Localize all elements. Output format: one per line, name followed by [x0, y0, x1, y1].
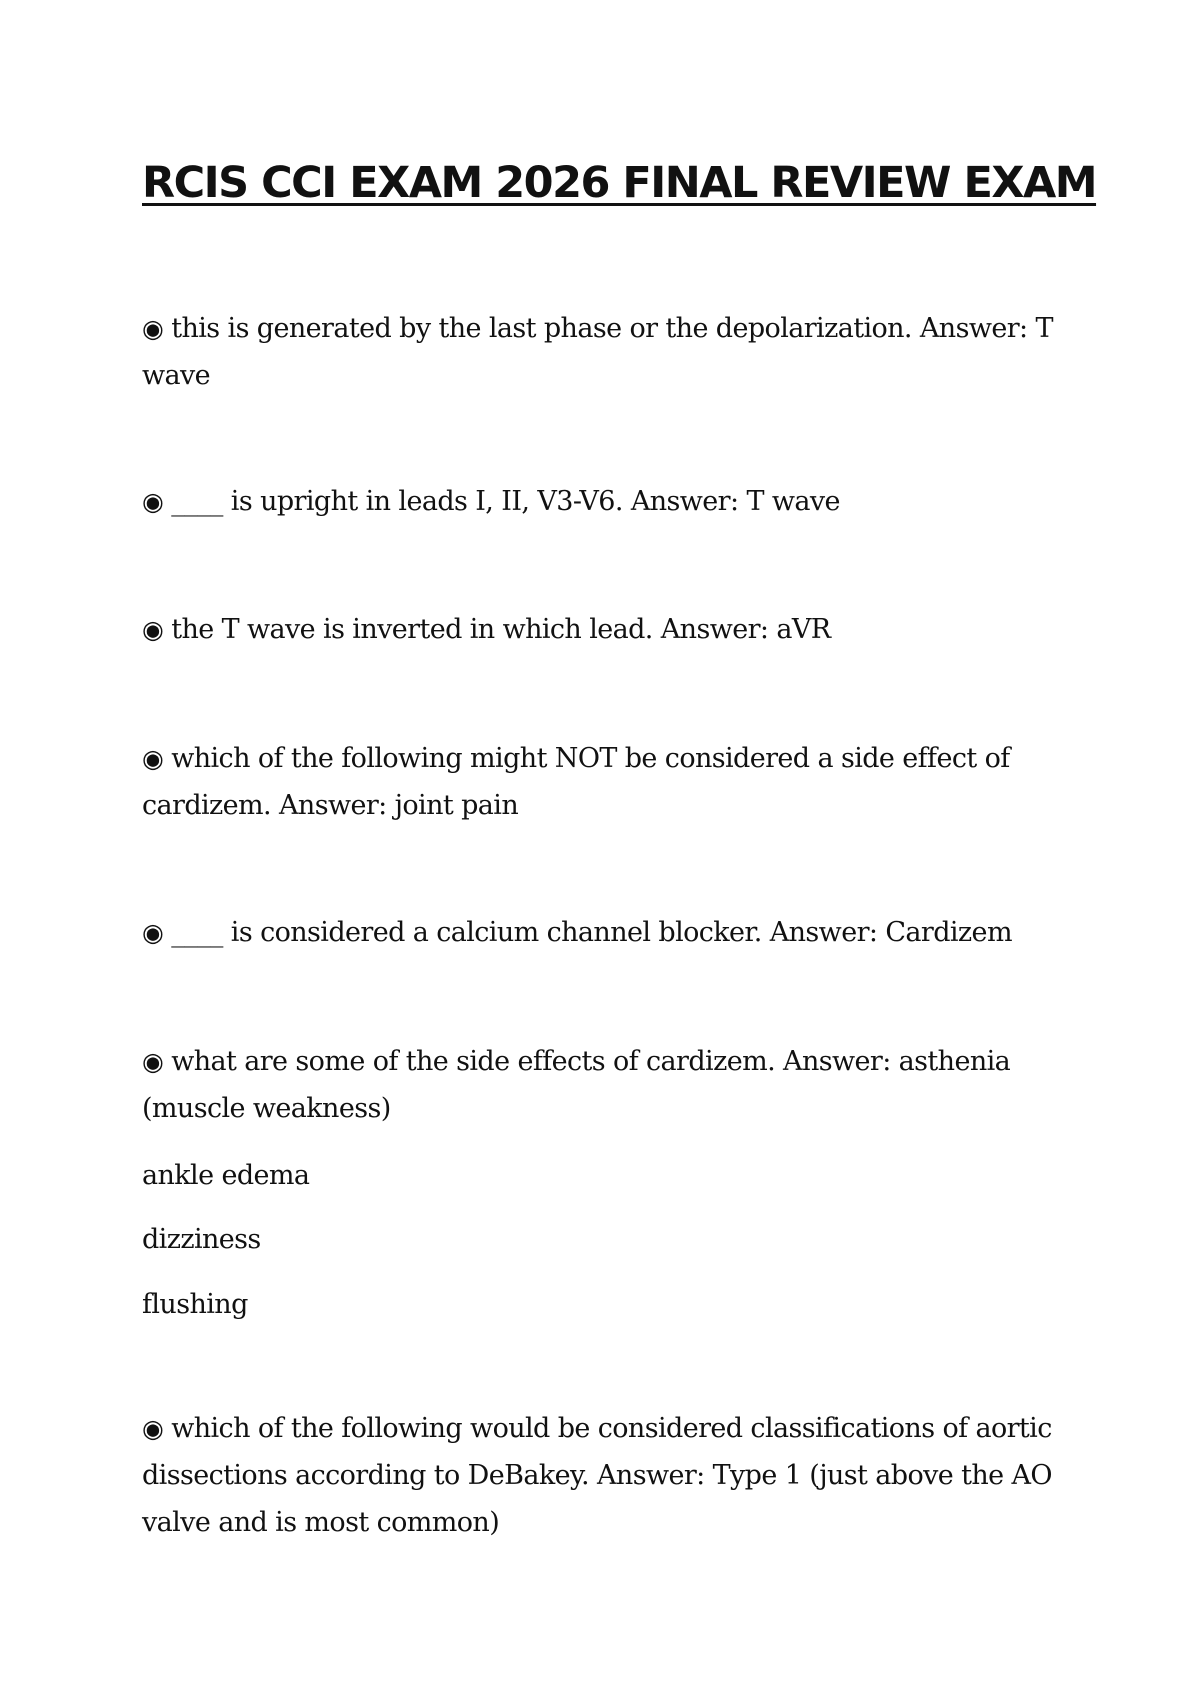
qa-item-2 [142, 478, 1062, 525]
document-title: RCIS CCI EXAM 2026 FINAL REVIEW EXAM [142, 158, 1097, 208]
bullet-icon: ◉ [142, 615, 164, 644]
bullet-icon: ◉ [142, 487, 164, 516]
qa-item-7 [142, 1405, 1062, 1546]
qa-item-5 [142, 909, 1062, 956]
bullet-icon: ◉ [142, 1414, 164, 1443]
qa-item-3 [142, 606, 1062, 653]
qa-item-4 [142, 735, 1062, 829]
qa-text: what are some of the side effects of cardizem. Answer: asthenia (muscle weakness) [142, 1046, 1011, 1124]
qa-text: ____ is considered a calcium channel blocker. Answer: Cardizem [171, 917, 1012, 948]
qa-text: ____ is upright in leads I, II, V3-V6. Answer: T wave [171, 486, 840, 517]
bullet-icon: ◉ [142, 1047, 164, 1076]
bullet-icon: ◉ [142, 744, 164, 773]
qa-item-1 [142, 305, 1062, 399]
bullet-icon: ◉ [142, 918, 164, 947]
qa-text: this is generated by the last phase or the depolarization. Answer: T wave [142, 313, 1053, 391]
qa-item-6-extra-line-3: flushing [142, 1289, 248, 1320]
bullet-icon: ◉ [142, 314, 164, 343]
qa-text: the T wave is inverted in which lead. Answer: aVR [171, 614, 831, 645]
qa-text: which of the following might NOT be considered a side effect of cardizem. Answer: joint pain [142, 743, 1010, 821]
qa-item-6-extra-line-2: dizziness [142, 1224, 261, 1255]
qa-item-6-extra-line-1: ankle edema [142, 1160, 310, 1191]
qa-text: which of the following would be considered classifications of aortic dissections according to DeBakey. Answer: Type 1 (just above the AO valve and is most common) [142, 1413, 1052, 1538]
qa-item-6 [142, 1038, 1062, 1132]
